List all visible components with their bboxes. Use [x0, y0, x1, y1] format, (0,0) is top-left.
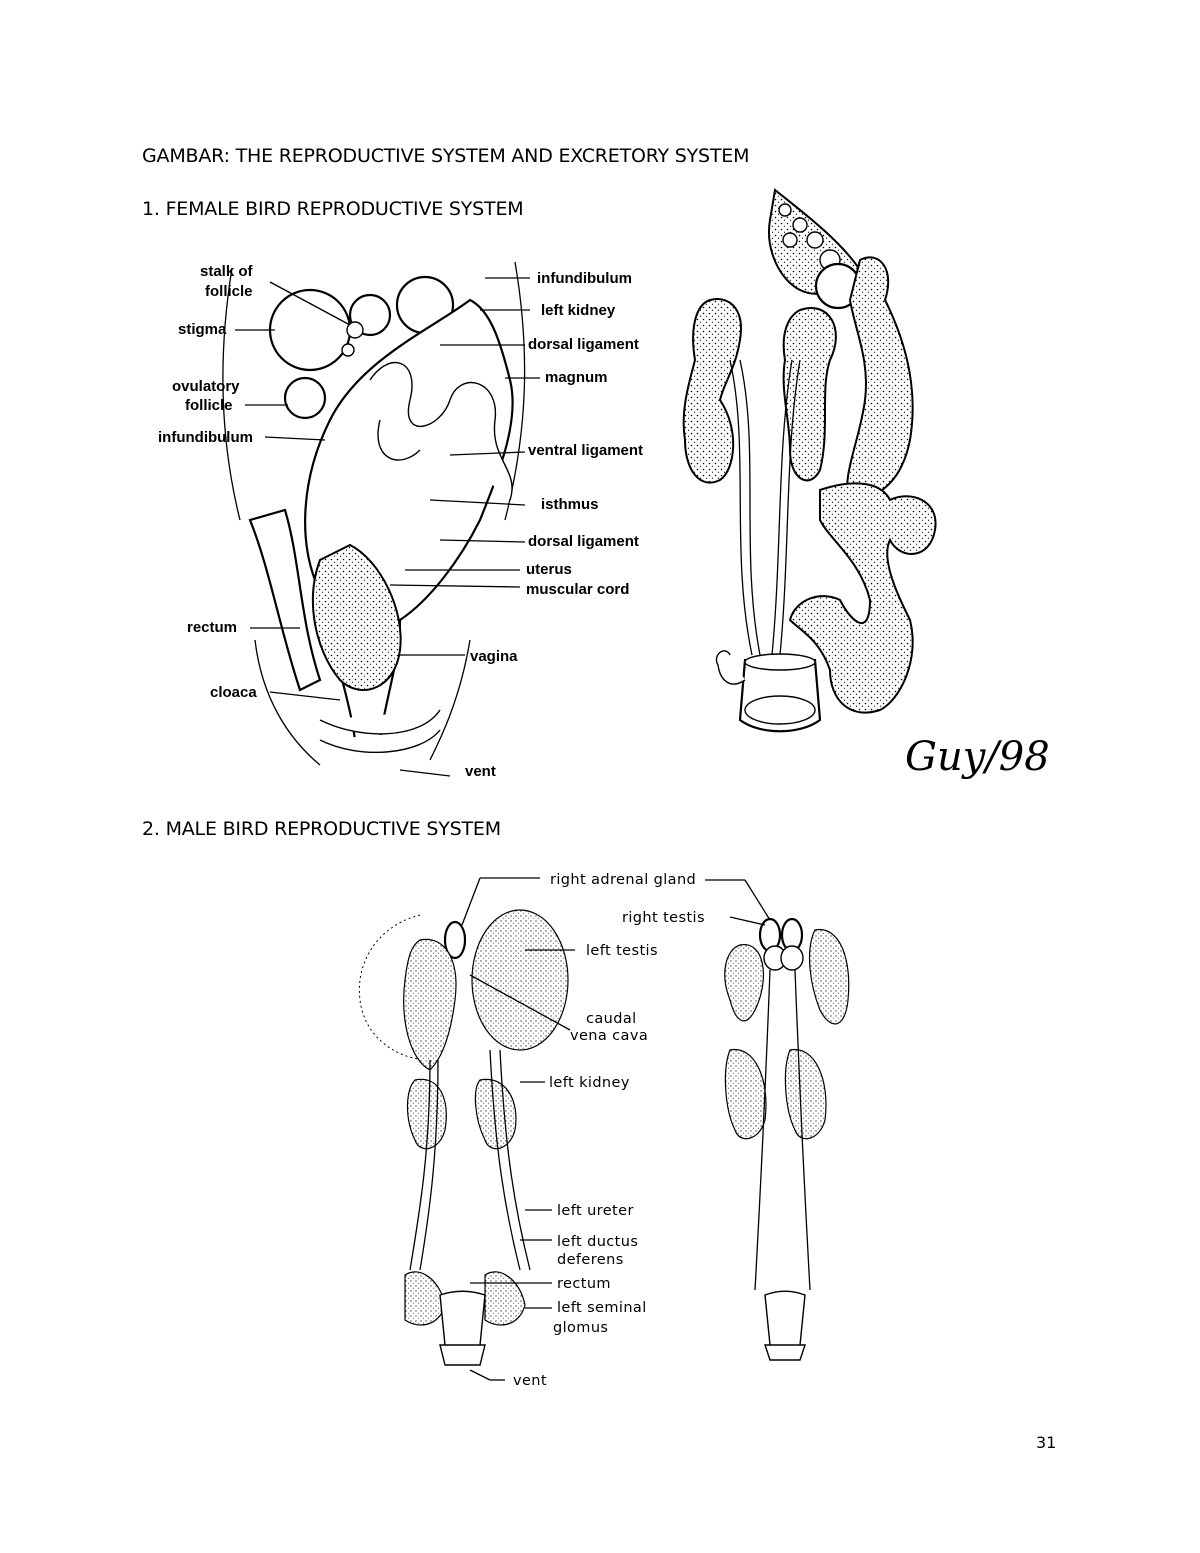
- label-infundibulum-right: infundibulum: [537, 270, 632, 287]
- label-vena-cava: vena cava: [570, 1028, 649, 1044]
- label-ventral-ligament: ventral ligament: [528, 442, 644, 459]
- label-vent-male: vent: [513, 1373, 547, 1389]
- label-right-testis: right testis: [622, 910, 705, 926]
- label-infundibulum-left: infundibulum: [158, 429, 253, 446]
- label-magnum: magnum: [545, 369, 608, 386]
- section-heading-male: 2. MALE BIRD REPRODUCTIVE SYSTEM: [142, 818, 501, 840]
- male-left-drawing: [359, 910, 568, 1365]
- label-left-kidney: left kidney: [541, 302, 616, 319]
- label-right-adrenal-gland: right adrenal gland: [550, 872, 697, 888]
- label-dorsal-ligament-2: dorsal ligament: [528, 533, 639, 550]
- male-right-drawing: [725, 919, 849, 1360]
- label-uterus: uterus: [526, 561, 572, 578]
- label-stigma: stigma: [178, 321, 227, 338]
- label-rectum-male: rectum: [557, 1276, 611, 1292]
- page-number: 31: [1036, 1433, 1057, 1452]
- label-left-kidney-male: left kidney: [549, 1075, 630, 1091]
- label-ovulatory: ovulatory: [172, 378, 240, 395]
- label-stalk-of: stalk of: [200, 263, 253, 280]
- label-left-ureter: left ureter: [557, 1203, 634, 1219]
- label-cloaca: cloaca: [210, 684, 257, 701]
- label-ovulatory-follicle: follicle: [185, 397, 233, 414]
- section-heading-female: 1. FEMALE BIRD REPRODUCTIVE SYSTEM: [142, 198, 524, 220]
- label-vent-female: vent: [465, 763, 496, 780]
- signature: Guy/98: [905, 734, 1050, 780]
- label-muscular-cord: muscular cord: [526, 581, 630, 598]
- label-left-seminal: left seminal: [557, 1300, 647, 1316]
- label-glomus: glomus: [553, 1320, 609, 1336]
- label-rectum: rectum: [187, 619, 238, 636]
- label-deferens: deferens: [557, 1252, 624, 1268]
- label-isthmus: isthmus: [541, 496, 599, 513]
- label-left-ductus: left ductus: [557, 1234, 639, 1250]
- label-vagina: vagina: [470, 648, 518, 665]
- page-title: GAMBAR: THE REPRODUCTIVE SYSTEM AND EXCRETORY SYSTEM: [142, 145, 750, 167]
- label-follicle: follicle: [205, 283, 253, 300]
- label-dorsal-ligament-1: dorsal ligament: [528, 336, 639, 353]
- label-caudal: caudal: [586, 1011, 637, 1027]
- label-left-testis: left testis: [586, 943, 658, 959]
